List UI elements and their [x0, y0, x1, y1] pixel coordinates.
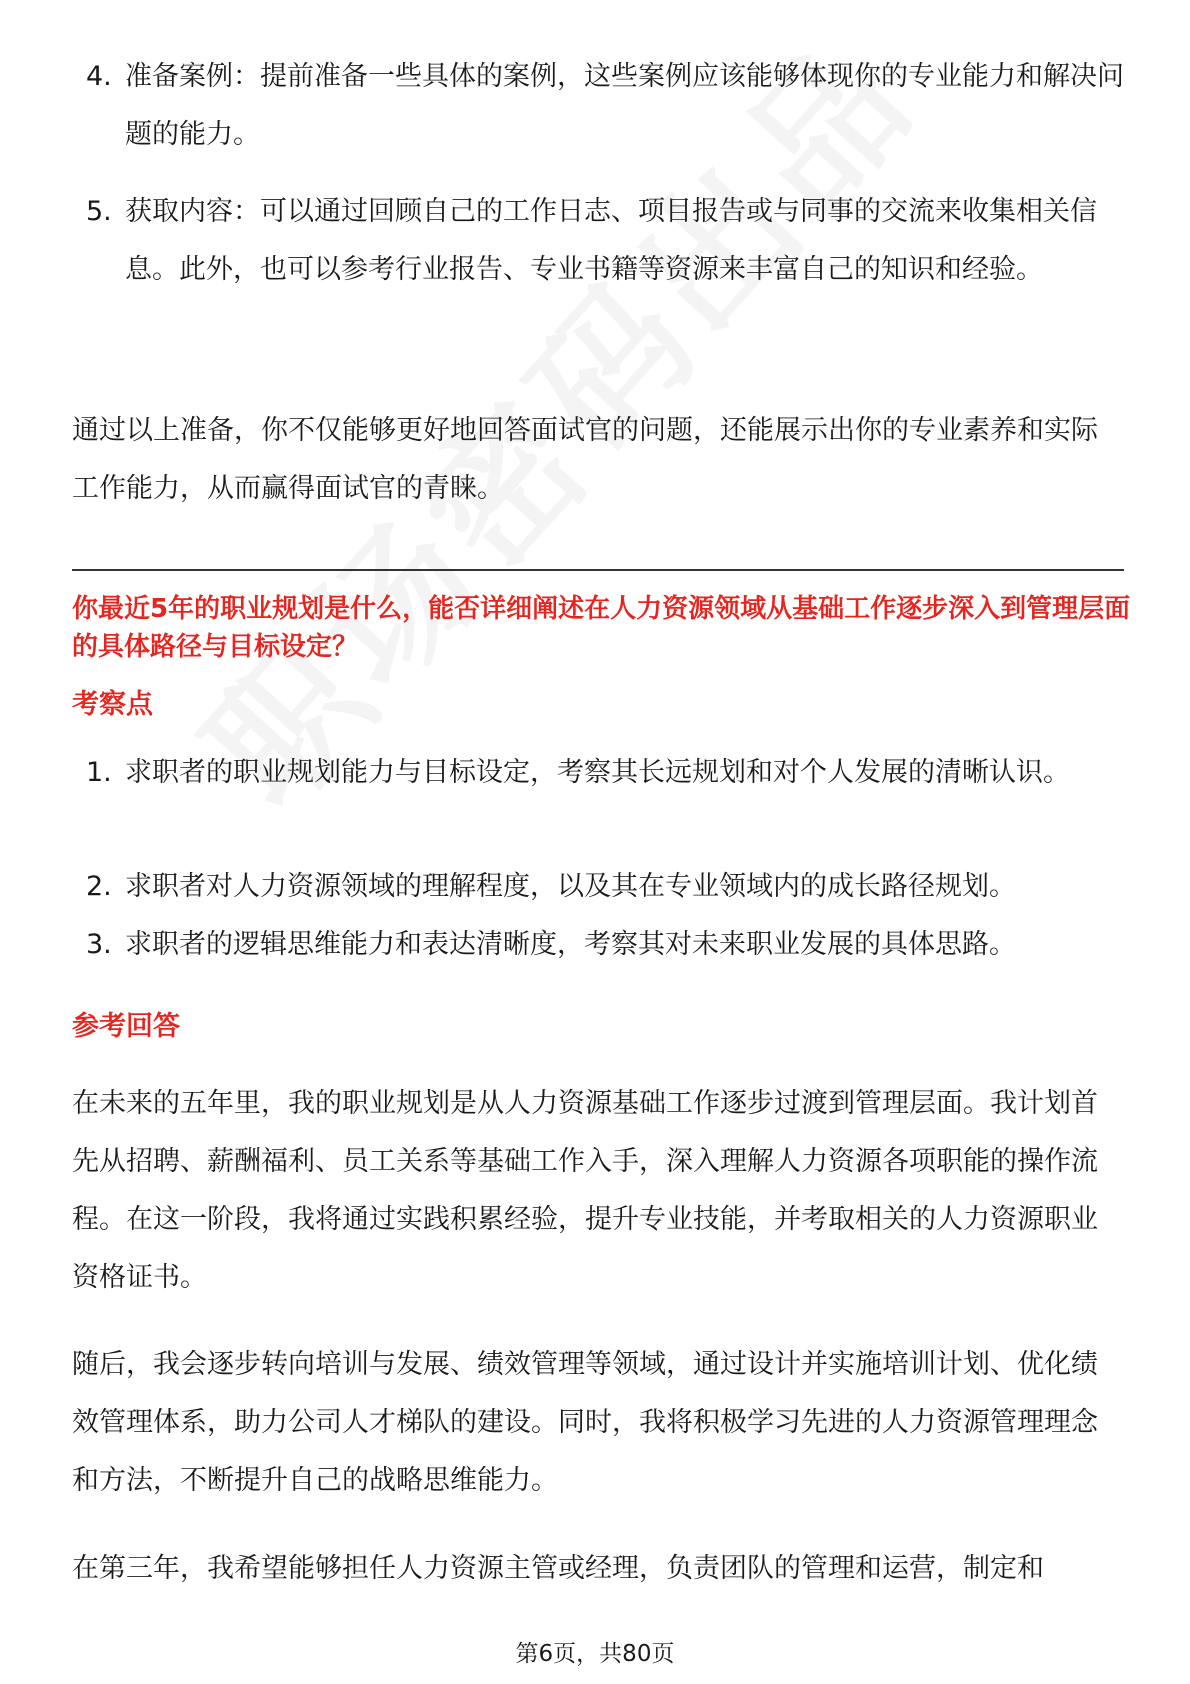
- list-number: 3.: [86, 929, 112, 960]
- interview-question: 你最近5年的职业规划是什么，能否详细阐述在人力资源领域从基础工作逐步深入到管理层面的具体路径与目标设定？: [72, 594, 1131, 662]
- section-divider: [72, 569, 1124, 571]
- list-text: 获取内容：可以通过回顾自己的工作日志、项目报告或与同事的交流来收集相关信息。此外，也可以参考行业报告、专业书籍等资源来丰富自己的知识和经验。: [125, 196, 1097, 285]
- page-footer: 第6页，共80页: [515, 1641, 675, 1667]
- answer-paragraph: 在未来的五年里，我的职业规划是从人力资源基础工作逐步过渡到管理层面。我计划首先从招聘、薪酬福利、员工关系等基础工作入手，深入理解人力资源各项职能的操作流程。在这一阶段，我将通过实践积累经验，提升专业技能，并考取相关的人力资源职业资格证书。: [72, 1088, 1098, 1293]
- list-text: 求职者对人力资源领域的理解程度，以及其在专业领域内的成长路径规划。: [125, 871, 1016, 902]
- list-text: 求职者的职业规划能力与目标设定，考察其长远规划和对个人发展的清晰认识。: [125, 757, 1070, 788]
- list-number: 1.: [86, 757, 112, 788]
- list-text: 准备案例：提前准备一些具体的案例，这些案例应该能够体现你的专业能力和解决问题的能力。: [125, 61, 1124, 150]
- list-number: 5.: [86, 196, 112, 227]
- summary-paragraph: 通过以上准备，你不仅能够更好地回答面试官的问题，还能展示出你的专业素养和实际工作能力，从而赢得面试官的青睐。: [72, 415, 1098, 504]
- list-text: 求职者的逻辑思维能力和表达清晰度，考察其对未来职业发展的具体思路。: [125, 929, 1016, 960]
- answer-paragraph: 随后，我会逐步转向培训与发展、绩效管理等领域，通过设计并实施培训计划、优化绩效管理体系，助力公司人才梯队的建设。同时，我将积极学习先进的人力资源管理理念和方法，不断提升自己的战略思维能力。: [72, 1349, 1098, 1496]
- answer-paragraph: 在第三年，我希望能够担任人力资源主管或经理，负责团队的管理和运营，制定和: [72, 1553, 1044, 1584]
- kaochadian-heading: 考察点: [72, 689, 153, 720]
- list-number: 4.: [86, 61, 112, 92]
- list-number: 2.: [86, 871, 112, 902]
- answer-heading: 参考回答: [72, 1011, 180, 1042]
